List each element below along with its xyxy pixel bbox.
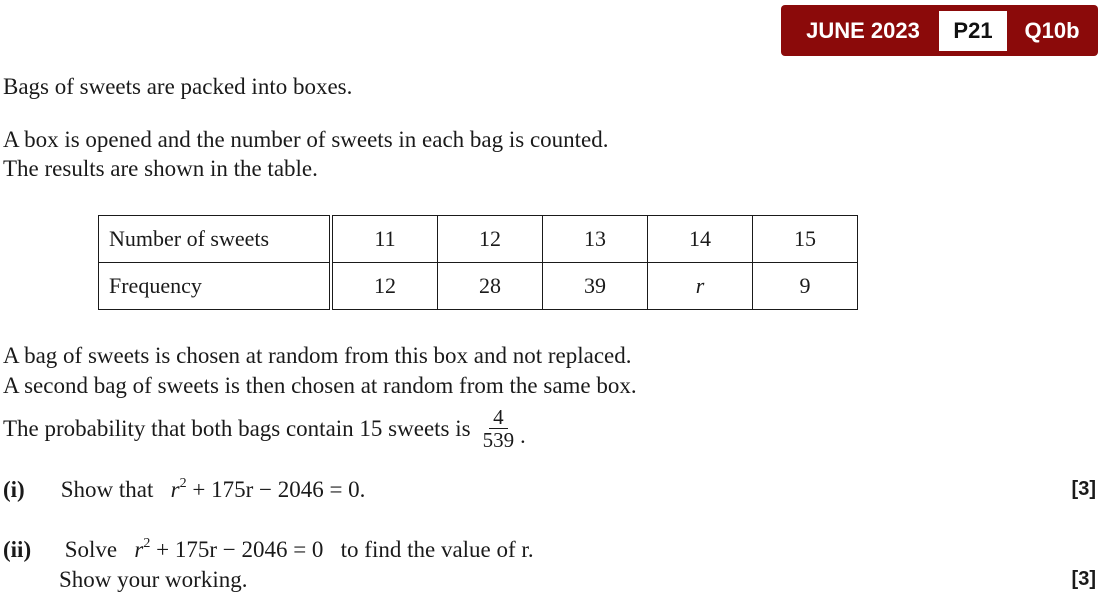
body-line-2: A second bag of sweets is then chosen at random from the same box. [3,373,637,398]
probability-fraction [479,406,519,451]
part-ii-label: (ii) [3,537,32,562]
row-header-sweets: Number of sweets [99,216,332,263]
equation-exponent: 2 [143,536,151,551]
table-cell: r [648,263,753,310]
equation-rest: + 175r − 2046 = 0 [156,537,324,562]
table-cell: 39 [543,263,648,310]
part-ii-line-2: Show your working. [59,567,248,592]
table-cell: 28 [438,263,543,310]
intro-line-2: A box is opened and the number of sweets in each bag is counted. [3,127,609,152]
table-cell: 13 [543,216,648,263]
table-cell: 14 [648,216,753,263]
table-row [99,216,858,263]
equation-variable: r [134,537,144,562]
part-i-text: Show that [60,477,154,502]
probability-text: The probability that both bags contain 15 sweets is [3,415,471,441]
part-ii-equation [134,537,323,562]
body-line-1: A bag of sweets is chosen at random from this box and not replaced. [3,343,632,368]
intro-line-3: The results are shown in the table. [3,156,318,181]
badge-year: JUNE 2023 [806,18,920,43]
equation-rest: + 175r − 2046 = 0. [192,477,366,502]
badge-paper: P21 [939,11,1007,51]
equation-variable: r [170,477,180,502]
table-cell: 11 [331,216,438,263]
part-ii [3,536,534,563]
frequency-table [98,215,858,310]
probability-statement: The probability that both bags contain 15 sweets is $\frac{4}{539}$ . [3,405,526,452]
equation-exponent: 2 [179,476,187,491]
part-i-equation [171,477,366,502]
question-badge [781,5,1098,56]
row-header-frequency: Frequency [99,263,332,310]
part-ii-text: Solve [64,537,118,562]
fraction-denominator: 539 [482,428,515,452]
part-i-marks: [3] [1071,478,1096,500]
table-row [99,263,858,310]
badge-question: Q10b [1024,18,1080,43]
table-cell: 12 [331,263,438,310]
part-i [3,476,365,503]
part-i-label: (i) [3,477,25,502]
part-ii-marks: [3] [1071,568,1096,590]
fraction-numerator: 4 [489,406,508,429]
intro-line-1: Bags of sweets are packed into boxes. [3,74,353,99]
table-cell: 15 [753,216,858,263]
table-cell: 12 [438,216,543,263]
part-ii-tail: to find the value of r. [340,537,534,562]
table-cell: 9 [753,263,858,310]
